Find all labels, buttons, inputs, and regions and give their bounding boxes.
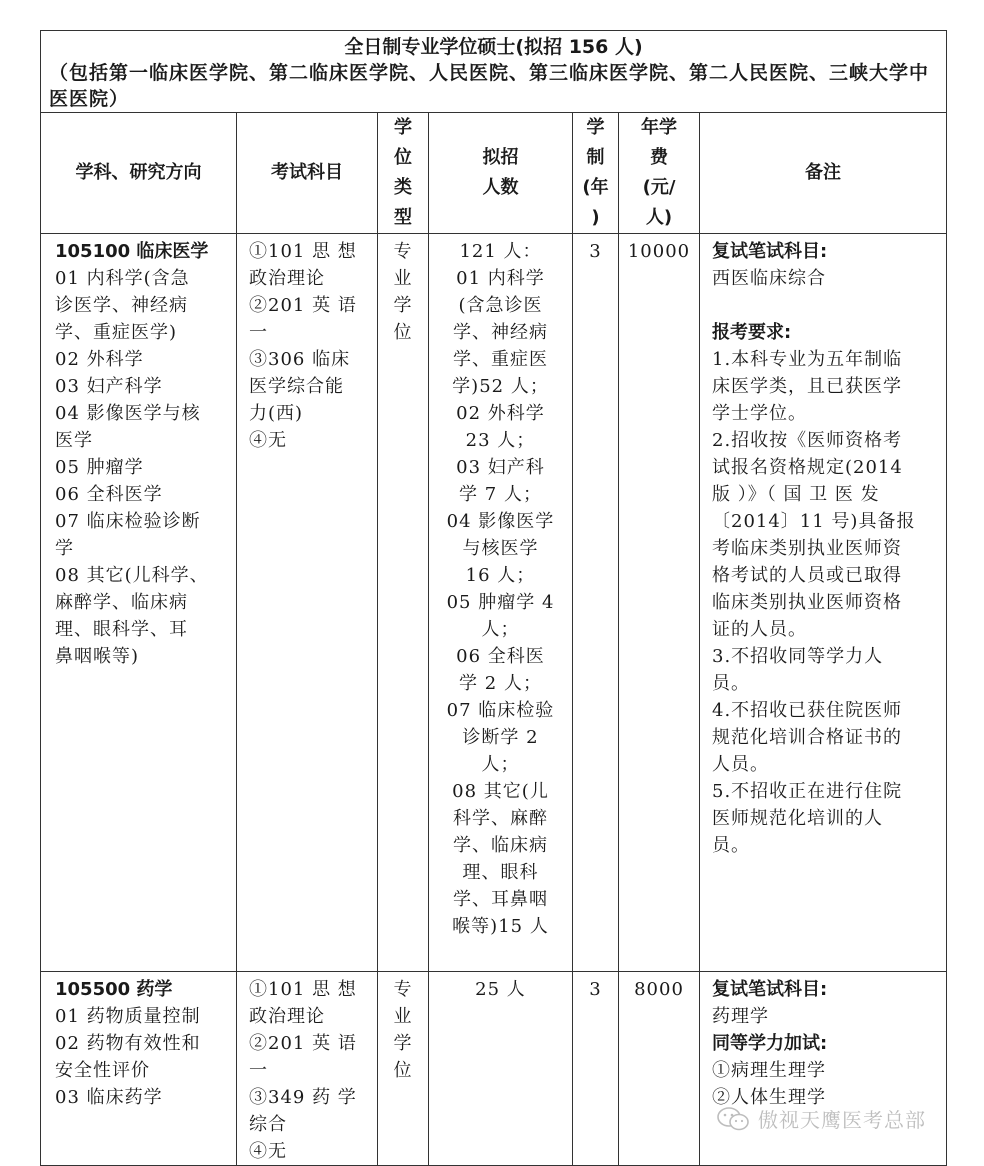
- spacer: [712, 292, 938, 319]
- text-line: 型: [394, 207, 412, 228]
- text-line: 学、神经病: [453, 322, 548, 343]
- text-line: (含急诊医: [458, 295, 543, 316]
- text-line: 〔2014〕11 号)具备报: [712, 511, 916, 532]
- column-header: [700, 113, 947, 234]
- text-line: 4.不招收已获住院医师: [712, 700, 903, 721]
- text-line: 临床类别执业医师资格: [712, 592, 902, 613]
- text-line: 西医临床综合: [712, 268, 826, 289]
- text-line: 学、重症医: [453, 349, 548, 370]
- text-line: 医师规范化培训的人: [712, 808, 883, 829]
- text-line: 医学: [55, 430, 93, 451]
- text-line: 一: [249, 1060, 268, 1081]
- text-line: 理、眼科学、耳: [55, 619, 188, 640]
- column-header: [573, 113, 619, 234]
- text-line: 03 妇产科: [456, 457, 545, 478]
- text-line: 年学: [641, 117, 677, 138]
- text-line: 专: [393, 241, 413, 262]
- text-line: 专: [393, 979, 413, 1000]
- header-row: [41, 113, 947, 234]
- text-line: 备注: [805, 162, 842, 183]
- text-line: 报考要求:: [712, 322, 792, 343]
- text-line: 03 临床药学: [55, 1087, 163, 1108]
- text-line: ③306 临床: [249, 349, 351, 370]
- text-line: 人员。: [712, 754, 769, 775]
- text-line: 员。: [712, 673, 750, 694]
- text-line: 07 临床检验: [446, 700, 555, 721]
- text-line: 8000: [634, 979, 684, 1000]
- text-line: 类: [394, 177, 412, 198]
- text-line: ②201 英 语: [249, 1033, 357, 1054]
- text-line: 员。: [712, 835, 750, 856]
- tuition-fee-cell: [619, 234, 700, 972]
- text-line: 位: [393, 322, 413, 343]
- text-line: 位: [393, 1060, 413, 1081]
- program-years-cell: [573, 972, 619, 1166]
- text-line: 床医学类，且已获医学: [712, 376, 902, 397]
- subject-code: 105100 临床医学: [55, 241, 209, 262]
- subject-code: 105500 药学: [55, 979, 173, 1000]
- text-line: 学: [586, 117, 605, 138]
- text-line: 121 人：: [459, 241, 542, 262]
- text-line: 考试科目: [271, 162, 343, 183]
- text-line: 人；: [481, 619, 520, 640]
- text-line: 01 药物质量控制: [55, 1006, 201, 1027]
- text-line: 药理学: [712, 1006, 769, 1027]
- enrollment-count-cell: [429, 234, 573, 972]
- text-line: ①病理生理学: [712, 1060, 826, 1081]
- text-line: 03 妇产科学: [55, 376, 163, 397]
- text-line: 02 药物有效性和: [55, 1033, 201, 1054]
- text-line: 学: [393, 295, 413, 316]
- text-line: 理、眼科: [462, 862, 539, 883]
- text-line: 01 内科学: [456, 268, 545, 289]
- text-line: 04 影像医学与核: [55, 403, 201, 424]
- text-line: ②人体生理学: [712, 1087, 826, 1108]
- text-line: 1.本科专业为五年制临: [712, 349, 903, 370]
- text-line: 力(西): [249, 403, 304, 424]
- exam-subjects-cell: [237, 972, 378, 1166]
- subject-cell: [41, 234, 237, 972]
- text-line: 学: [393, 1033, 413, 1054]
- text-line: 学 2 人；: [459, 673, 542, 694]
- text-line: 06 全科医: [456, 646, 545, 667]
- text-line: 鼻咽喉等): [55, 646, 140, 667]
- text-line: 02 外科学: [456, 403, 545, 424]
- text-line: 科学、麻醉: [453, 808, 548, 829]
- text-line: ①101 思 想: [249, 979, 357, 1000]
- text-line: 同等学力加试:: [712, 1033, 828, 1054]
- table-row: [41, 972, 947, 1166]
- table-title-cell: [41, 31, 947, 113]
- text-line: ②201 英 语: [249, 295, 357, 316]
- text-line: 一: [249, 322, 268, 343]
- text-line: 05 肿瘤学: [55, 457, 144, 478]
- column-header: [378, 113, 429, 234]
- text-line: (年: [582, 177, 609, 198]
- table-row: [41, 234, 947, 972]
- text-line: (元/: [642, 177, 676, 198]
- text-line: 制: [586, 147, 605, 168]
- text-line: 2.招收按《医师资格考: [712, 430, 903, 451]
- text-line: 01 内科学(含急: [55, 268, 190, 289]
- text-line: 证的人员。: [712, 619, 807, 640]
- text-line: 学)52 人；: [452, 376, 549, 397]
- text-line: 02 外科学: [55, 349, 144, 370]
- text-line: ④无: [249, 430, 287, 451]
- text-line: 考临床类别执业医师资: [712, 538, 902, 559]
- text-line: 05 肿瘤学 4: [446, 592, 555, 613]
- subject-cell: [41, 972, 237, 1166]
- table-title: 全日制专业学位硕士(拟招 156 人): [344, 36, 643, 58]
- column-header: [237, 113, 378, 234]
- column-header: [429, 113, 573, 234]
- text-line: 25 人: [475, 979, 526, 1000]
- text-line: 人；: [481, 754, 520, 775]
- text-line: 复试笔试科目:: [712, 979, 828, 1000]
- watermark-text: 傲视天鹰医考总部: [758, 1108, 926, 1132]
- text-line: 16 人；: [465, 565, 536, 586]
- text-line: 诊断学 2: [462, 727, 539, 748]
- column-header: [41, 113, 237, 234]
- text-line: 06 全科医学: [55, 484, 163, 505]
- text-line: 规范化培训合格证书的: [712, 727, 902, 748]
- text-line: 位: [394, 147, 412, 168]
- text-line: 格考试的人员或已取得: [712, 565, 902, 586]
- text-line: 复试笔试科目:: [712, 241, 828, 262]
- text-line: 学、耳鼻咽: [453, 889, 548, 910]
- text-line: 23 人；: [465, 430, 536, 451]
- watermark: [716, 1104, 926, 1133]
- text-line: 3.不招收同等学力人: [712, 646, 884, 667]
- text-line: 学 7 人；: [459, 484, 542, 505]
- text-line: 人数: [482, 177, 519, 198]
- text-line: ③349 药 学: [249, 1087, 357, 1108]
- text-line: ): [591, 207, 600, 228]
- text-line: 拟招: [482, 147, 519, 168]
- tuition-fee-cell: [619, 972, 700, 1166]
- text-line: 04 影像医学: [446, 511, 555, 532]
- text-line: 学、重症医学): [55, 322, 178, 343]
- admission-table: [40, 30, 947, 1166]
- text-line: 3: [589, 979, 602, 1000]
- program-years-cell: [573, 234, 619, 972]
- wechat-icon: [716, 1106, 752, 1132]
- text-line: 喉等)15 人: [452, 916, 549, 937]
- text-line: ①101 思 想: [249, 241, 357, 262]
- exam-subjects-cell: [237, 234, 378, 972]
- text-line: 08 其它(儿: [452, 781, 549, 802]
- text-line: 学、临床病: [453, 835, 548, 856]
- text-line: 学: [394, 117, 412, 138]
- text-line: 费: [650, 147, 668, 168]
- text-line: 学科、研究方向: [75, 162, 202, 183]
- text-line: 3: [589, 241, 602, 262]
- text-line: 版 ）》（ 国 卫 医 发: [712, 484, 880, 505]
- degree-type-cell: [378, 234, 429, 972]
- degree-type-cell: [378, 972, 429, 1166]
- remarks-cell: [700, 972, 947, 1166]
- text-line: 麻醉学、临床病: [55, 592, 188, 613]
- text-line: 试报名资格规定(2014: [712, 457, 903, 478]
- text-line: 5.不招收正在进行住院: [712, 781, 903, 802]
- text-line: 医学综合能: [249, 376, 344, 397]
- text-line: 业: [393, 268, 413, 289]
- text-line: 业: [393, 1006, 413, 1027]
- table-subtitle: （包括第一临床医学院、第二临床医学院、人民医院、第三临床医学院、第二人民医院、三峡大学中医医院）: [49, 62, 930, 110]
- text-line: 08 其它(儿科学、: [55, 565, 209, 586]
- column-header: [619, 113, 700, 234]
- text-line: 综合: [249, 1114, 287, 1135]
- text-line: 诊医学、神经病: [55, 295, 188, 316]
- text-line: 10000: [627, 241, 691, 262]
- text-line: ④无: [249, 1141, 287, 1162]
- text-line: 政治理论: [249, 1006, 325, 1027]
- text-line: 人): [645, 207, 673, 228]
- remarks-cell: [700, 234, 947, 972]
- text-line: 学士学位。: [712, 403, 807, 424]
- enrollment-count-cell: [429, 972, 573, 1166]
- text-line: 政治理论: [249, 268, 325, 289]
- text-line: 07 临床检验诊断: [55, 511, 201, 532]
- text-line: 学: [55, 538, 74, 559]
- text-line: 与核医学: [462, 538, 539, 559]
- text-line: 安全性评价: [55, 1060, 150, 1081]
